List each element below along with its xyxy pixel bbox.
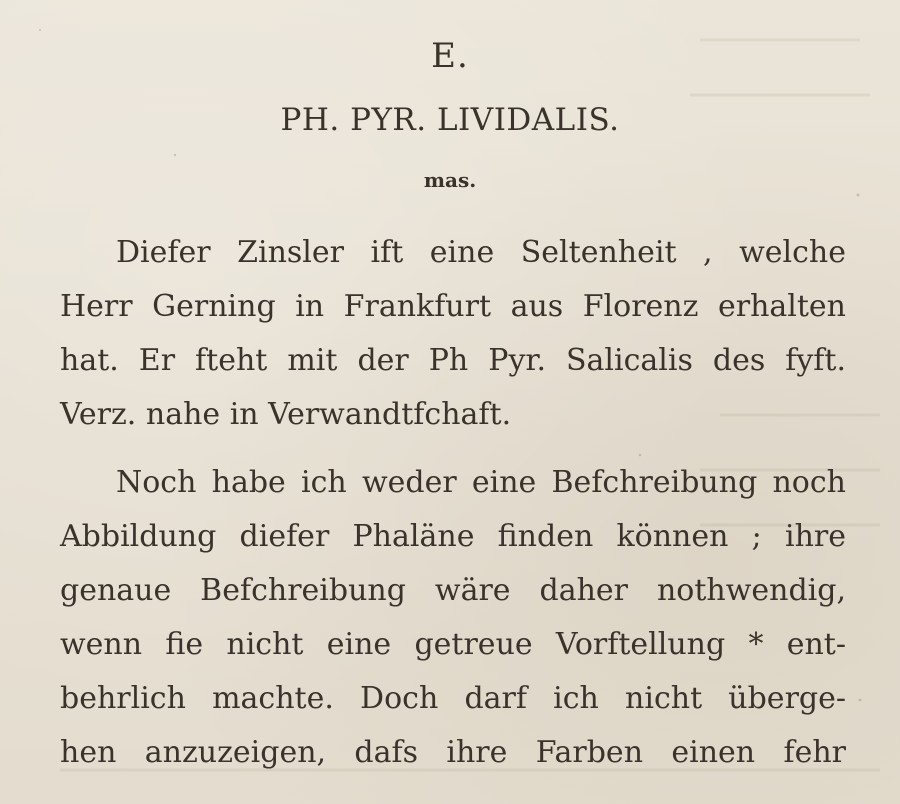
section-letter: E. <box>431 36 469 76</box>
text-line: Abbildung diefer Phaläne finden können ; ihre <box>60 519 846 554</box>
text-line: hat. Er fteht mit der Ph Pyr. Salicalis des fyft. <box>60 343 846 378</box>
text-line: behrlich machte. Doch darf ich nicht überge- <box>60 681 846 716</box>
page-title: PH. PYR. LIVIDALIS. <box>280 102 620 138</box>
paragraph-2 <box>60 456 846 780</box>
text-line: Diefer Zinsler ift eine Seltenheit , welche <box>116 235 846 270</box>
text-line: hen anzuzeigen, dafs ihre Farben einen fehr <box>60 735 846 770</box>
text-line: Herr Gerning in Frankfurt aus Florenz erhalten <box>60 289 846 324</box>
text-line: genaue Befchreibung wäre daher nothwendig, <box>60 573 846 608</box>
text-line: Noch habe ich weder eine Befchreibung noch <box>116 465 846 500</box>
paragraph-1 <box>60 226 846 442</box>
text-line: wenn fie nicht eine getreue Vorftellung * ent- <box>60 627 846 662</box>
text-line: Verz. nahe in Verwandtfchaft. <box>60 397 512 432</box>
page-subtitle: mas. <box>423 168 477 192</box>
